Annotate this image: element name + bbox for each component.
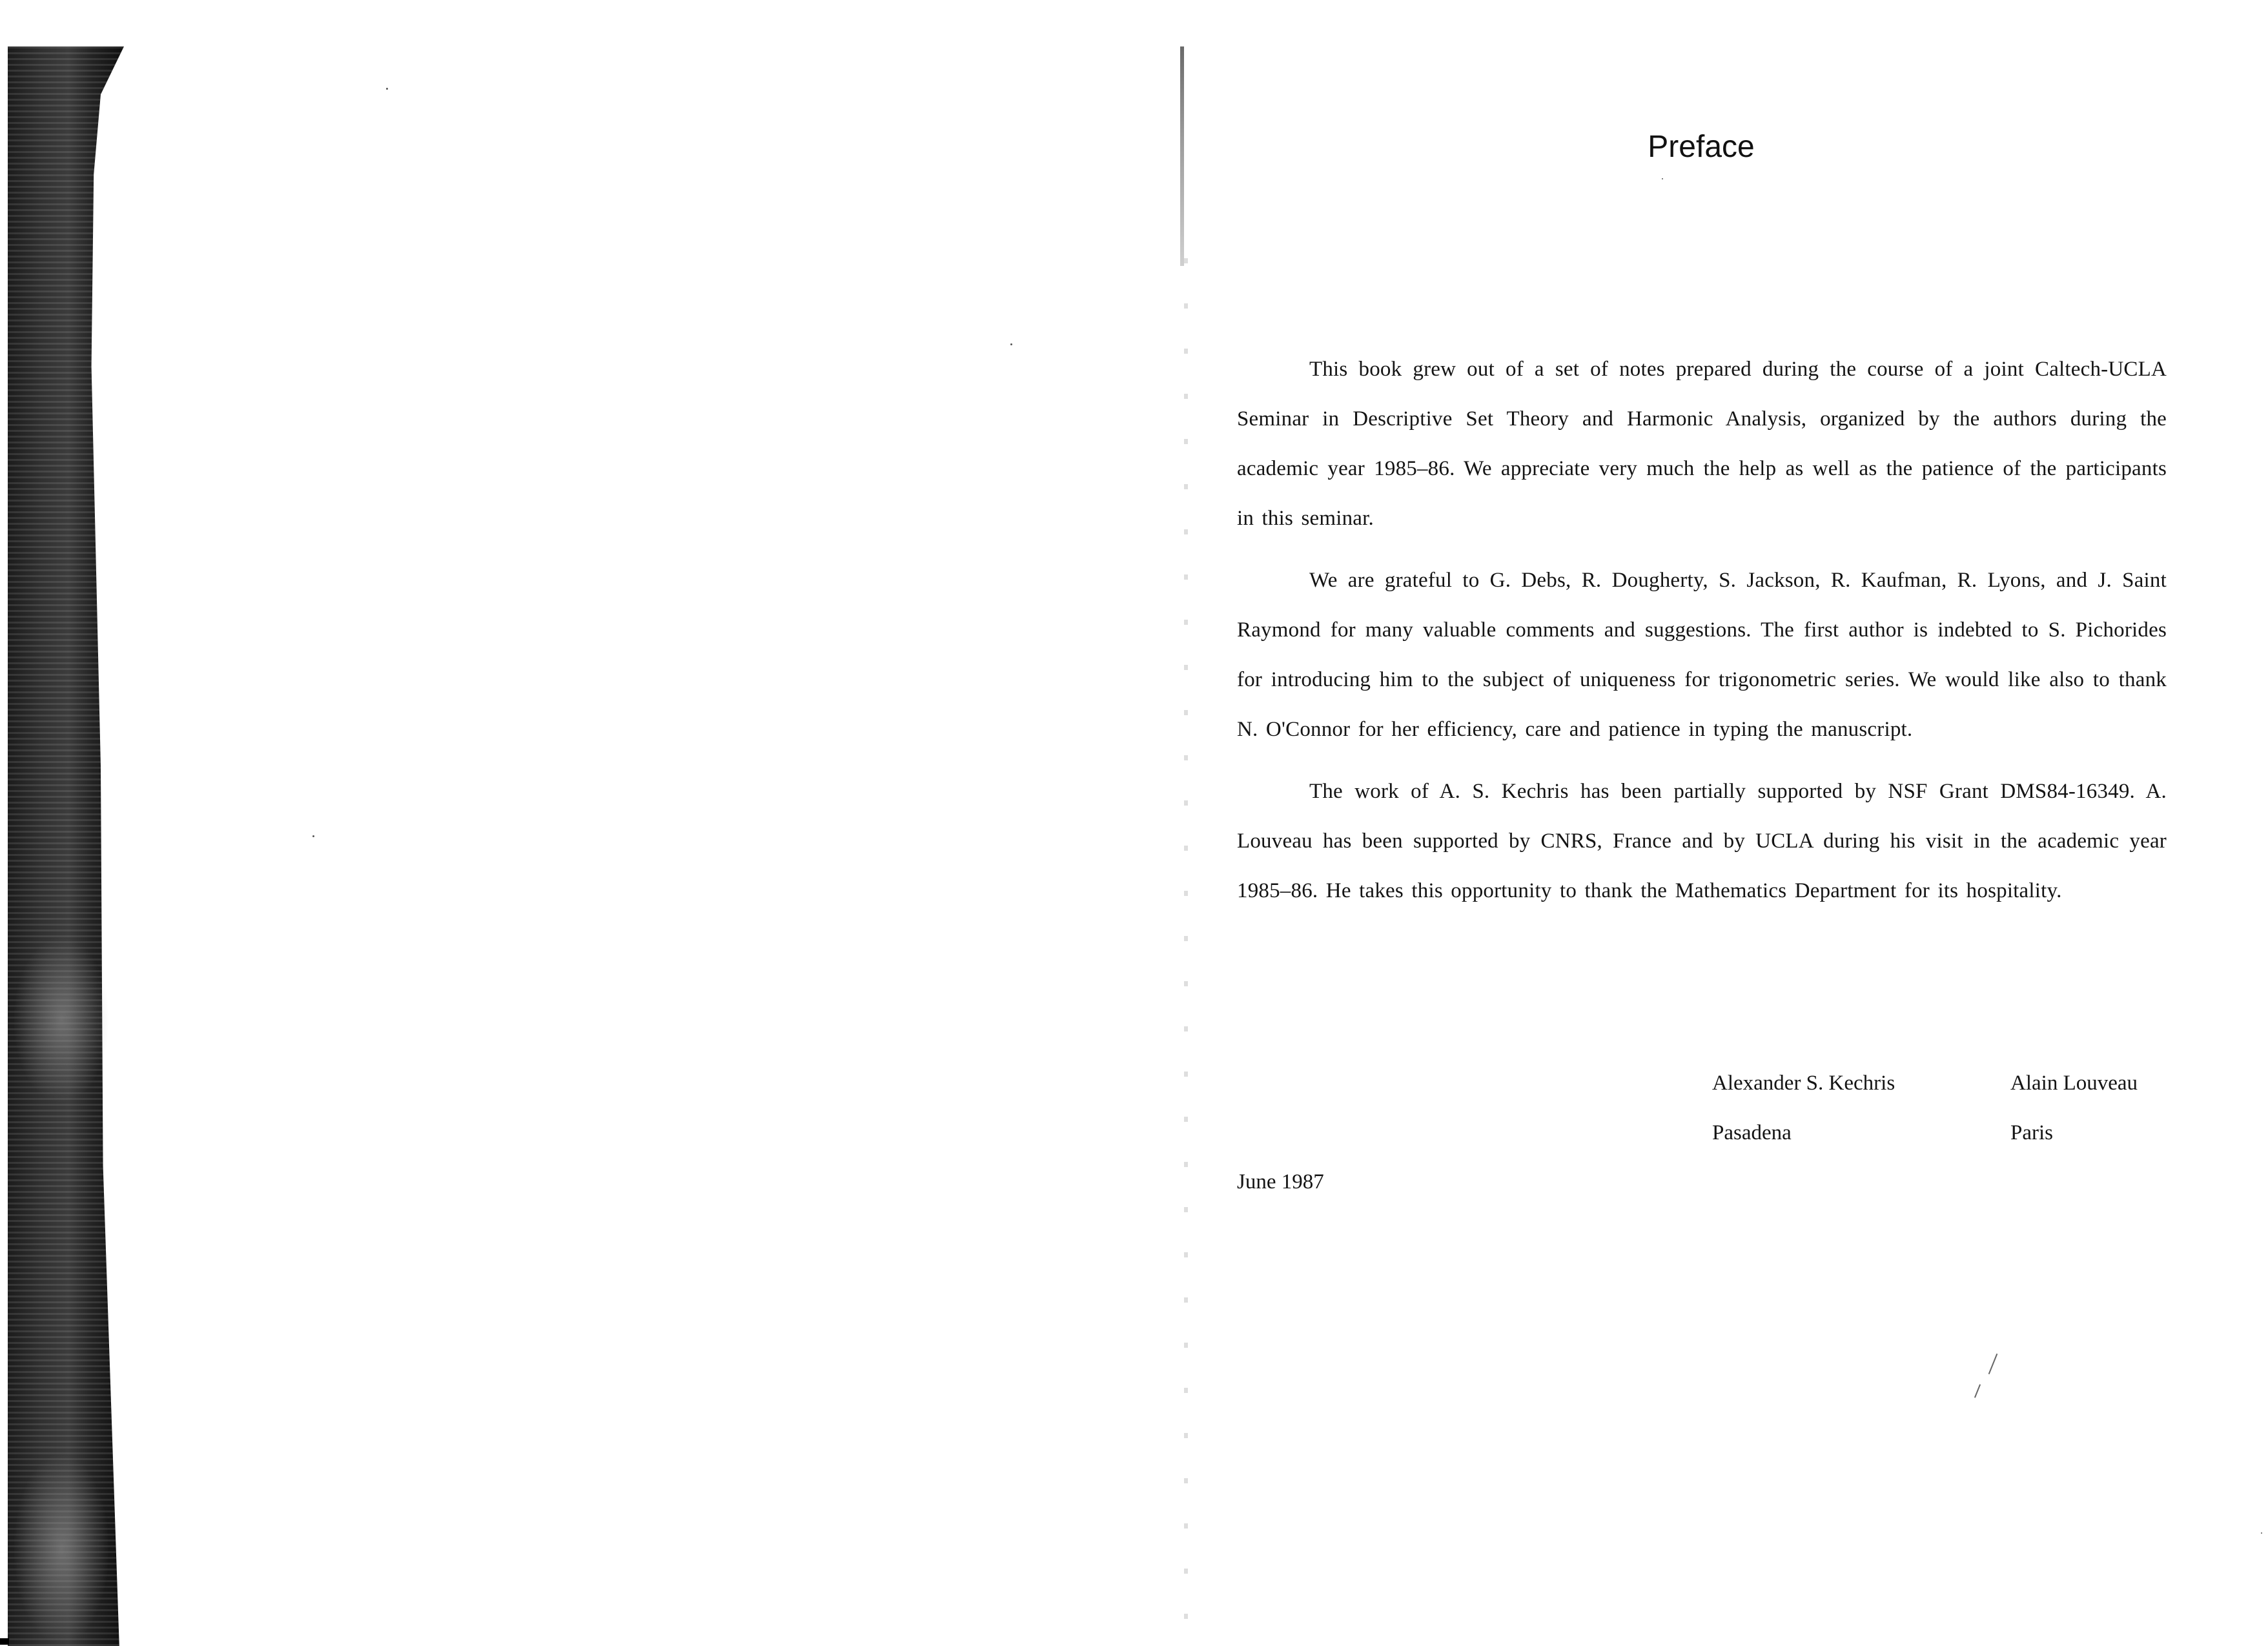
author-name: Alain Louveau xyxy=(2010,1072,2138,1095)
page-gutter-noise xyxy=(1184,258,1188,1633)
pencil-mark xyxy=(1988,1354,1998,1374)
book-spine-shadow xyxy=(8,46,124,1646)
pencil-mark xyxy=(1974,1384,1981,1397)
dust-speck xyxy=(386,88,388,90)
paragraph: We are grateful to G. Debs, R. Dougherty, S. Jackson, R. Kaufman, R. Lyons, and J. Saint Raymond for many valuable comments and suggestions. The first author is indebted to S. Pichorides for introducing him to the subject of uniqueness for trigonometric series. We would like also to thank N. O'Connor for her efficiency, care and patience in typing the manuscript. xyxy=(1237,569,2167,741)
page-gutter-shadow xyxy=(1180,46,1184,266)
signature-louveau xyxy=(2010,1059,2138,1158)
author-place: Pasadena xyxy=(1712,1121,1792,1144)
page-title: Preface xyxy=(1648,130,1755,164)
author-name: Alexander S. Kechris xyxy=(1712,1072,1895,1095)
dust-speck xyxy=(1010,343,1012,345)
dust-speck xyxy=(312,835,314,837)
scan-noise xyxy=(13,1452,110,1646)
preface-body xyxy=(1237,345,2167,928)
scan-noise xyxy=(13,936,110,1104)
scan-corner-mark xyxy=(0,1638,9,1645)
preface-date: June 1987 xyxy=(1237,1170,1324,1194)
paragraph: This book grew out of a set of notes prepared during the course of a joint Caltech-UCLA Seminar in Descriptive Set Theory and Harmonic Analysis, organized by the authors during the academic year 1985–86. We appreciate very much the help as well as the patience of the participants in this seminar. xyxy=(1237,358,2167,530)
signature-kechris xyxy=(1712,1059,1895,1158)
author-place: Paris xyxy=(2010,1121,2053,1144)
dust-speck xyxy=(1662,178,1663,179)
dust-speck xyxy=(2261,1532,2262,1534)
paragraph: The work of A. S. Kechris has been partially supported by NSF Grant DMS84-16349. A. Louveau has been supported by CNRS, France and by UCLA during his visit in the academic year 1985–86. He takes this opportunity to thank the Mathematics Department for its hospitality. xyxy=(1237,780,2167,902)
